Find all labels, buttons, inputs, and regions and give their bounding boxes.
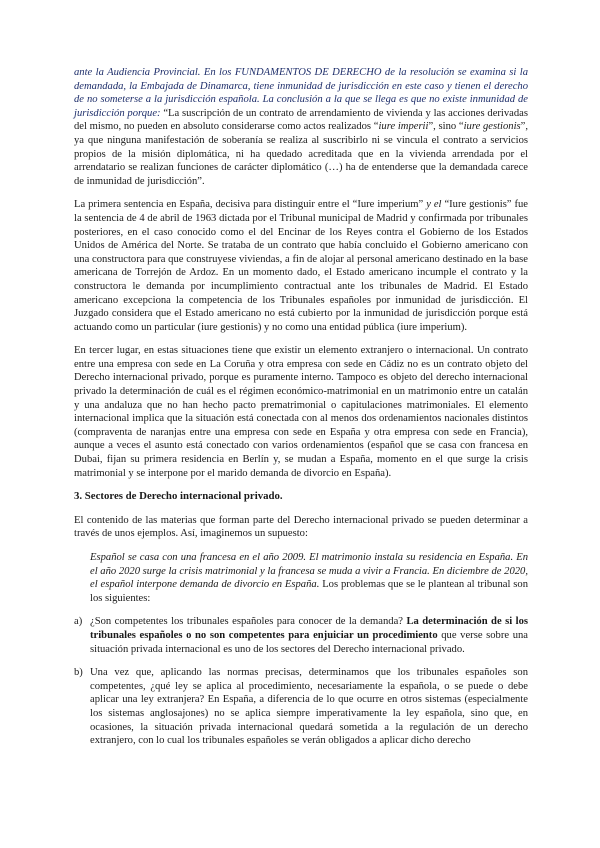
item-a-bold: La determinación de si los tribunales españoles o no son competentes para enjuiciar un procedimiento <box>90 616 529 641</box>
quote-part-b: ”, sino “ <box>428 121 464 133</box>
supuesto-normal: Los problemas que se le plantean al tribunal son los siguientes: <box>90 579 528 604</box>
section-heading: 3. Sectores de Derecho internacional privado. <box>74 490 283 503</box>
paragraph-supuesto <box>74 551 528 605</box>
item-a-text2: que verse sobre una situación privada internacional es uno de los sectores del Derecho internacional privado. <box>90 629 528 655</box>
supuesto-italic: Español se casa con una francesa en el año 2009. El matrimonio instala su residencia en España. En el año 2020 surge la crisis matrimonial y la francesa se muda a vivir a Francia. En diciembre de 2020, el español interpone demanda de divorcio en España. <box>90 552 528 591</box>
paragraph-audiencia <box>74 66 528 188</box>
list-label-a: a) <box>74 616 83 628</box>
list-item-b <box>74 666 528 748</box>
item-a-text1: ¿Son competentes los tribunales españoles para conocer de la demanda? <box>90 616 407 628</box>
quote-part-c: ”, ya que ninguna manifestación de soberanía se realiza al suscribirlo ni se vincula el contrato a servicios propios de la misión diplomática, ni ha quedado acreditada que en la vivienda arrendada por el arrendatario se realizan funciones de carácter diplomático (…) ha de entenderse que la demandada carece de inmunidad de jurisdicción”. <box>74 121 528 187</box>
paragraph-contenido: El contenido de las materias que forman parte del Derecho internacional privado se pueden determinar a través de unos ejemplos. Así, imaginemos un supuesto: <box>74 514 528 540</box>
primera-sentencia-a: La primera sentencia en España, decisiva para distinguir entre el “Iure imperium” <box>74 199 424 211</box>
quote-iure-gestionis: iure gestionis <box>463 121 521 133</box>
quote-iure-imperii: iure imperii <box>378 121 429 133</box>
list-label-b: b) <box>74 667 83 679</box>
quote-part-a: “La suscripción de un contrato de arrendamiento de vivienda y las acciones derivadas del mismo, no pueden en absoluto considerarse como actos realizados “ <box>74 107 528 133</box>
paragraph-audiencia-italic: ante la Audiencia Provincial. En los FUNDAMENTOS DE DERECHO de la resolución se examina si la demandada, la Embajada de Dinamarca, tiene inmunidad de jurisdicción en este caso y tienen el derecho de no someterse a la jurisdicción española. La conclusión a la que se llega es que no existe inmunidad de jurisdicción porque: <box>74 67 528 119</box>
list-item-a <box>74 615 528 656</box>
paragraph-primera-sentencia <box>74 198 528 334</box>
document-page <box>74 66 528 748</box>
paragraph-tercer-lugar: En tercer lugar, en estas situaciones tiene que existir un elemento extranjero o internacional. Un contrato entre una empresa con sede en La Coruña y otra empresa con sede en Cádiz no es un contrato objeto del Derecho internacional privado, porque es puramente interno. Tampoco es objeto del derecho internacional privado la determinación de cuál es el régimen económico-matrimonial en un matrimonio entre un catalán y una andaluza que no han hecho pacto prematrimonial o capitulaciones matrimoniales. El elemento internacional implica que la situación está conectada con al menos dos ordenamientos nacionales distintos (compraventa de naranjas entre una empresa con sede en España y otra empresa con sede en Francia), aunque a veces el asunto está conectado con varios ordenamientos (español que se casa con francesa en Dubai, fijan su primera residencia en Berlín y, se mudan a España, momento en el que surge la crisis matrimonial y se interpone por el marido demanda de divorcio en España). <box>74 345 528 479</box>
list-body-a <box>90 615 528 656</box>
primera-sentencia-b: “Iure gestionis” fue la sentencia de 4 de abril de 1963 dictada por el Tribunal municipal de Madrid y confirmada por tribunales posteriores, en el caso conocido como el del Encinar de los Reyes contra el Gobierno de los Estados Unidos de América del Norte. Se trataba de un contrato que había concluido el Gobierno americano con una constructora para que construyese viviendas, a fin de alojar al personal americano destinado en la base americana de Torrejón de Ardoz. En un momento dado, el Estado americano incumple el contrato y la constructora le demanda por incumplimiento contractual ante los tribunales de Madrid. El Estado americano excepciona la competencia de los Tribunales españoles por inmunidad de jurisdicción. El Juzgado considera que el Estado americano no está cubierto por la inmunidad de jurisdicción porque está actuando como un particular (iure gestionis) y no como una entidad pública (iure imperium). <box>74 199 528 333</box>
list-body-b: Una vez que, aplicando las normas precisas, determinamos que los tribunales españoles son competentes, ¿qué ley se aplica al procedimiento, necesariamente la española, o se puede o debe aplicar una ley extranjera? En España, a diferencia de lo que ocurre en otros sistemas (especialmente los sistemas anglosajones) no se aplica siempre imperativamente la ley española, sino que, en ocasiones, la situación privada internacional quedará sometida a la regulación de un derecho extranjero, con lo cual los tribunales españoles se verán obligados a aplicar dicho derecho <box>90 667 528 747</box>
primera-sentencia-italic: y el <box>426 199 442 211</box>
